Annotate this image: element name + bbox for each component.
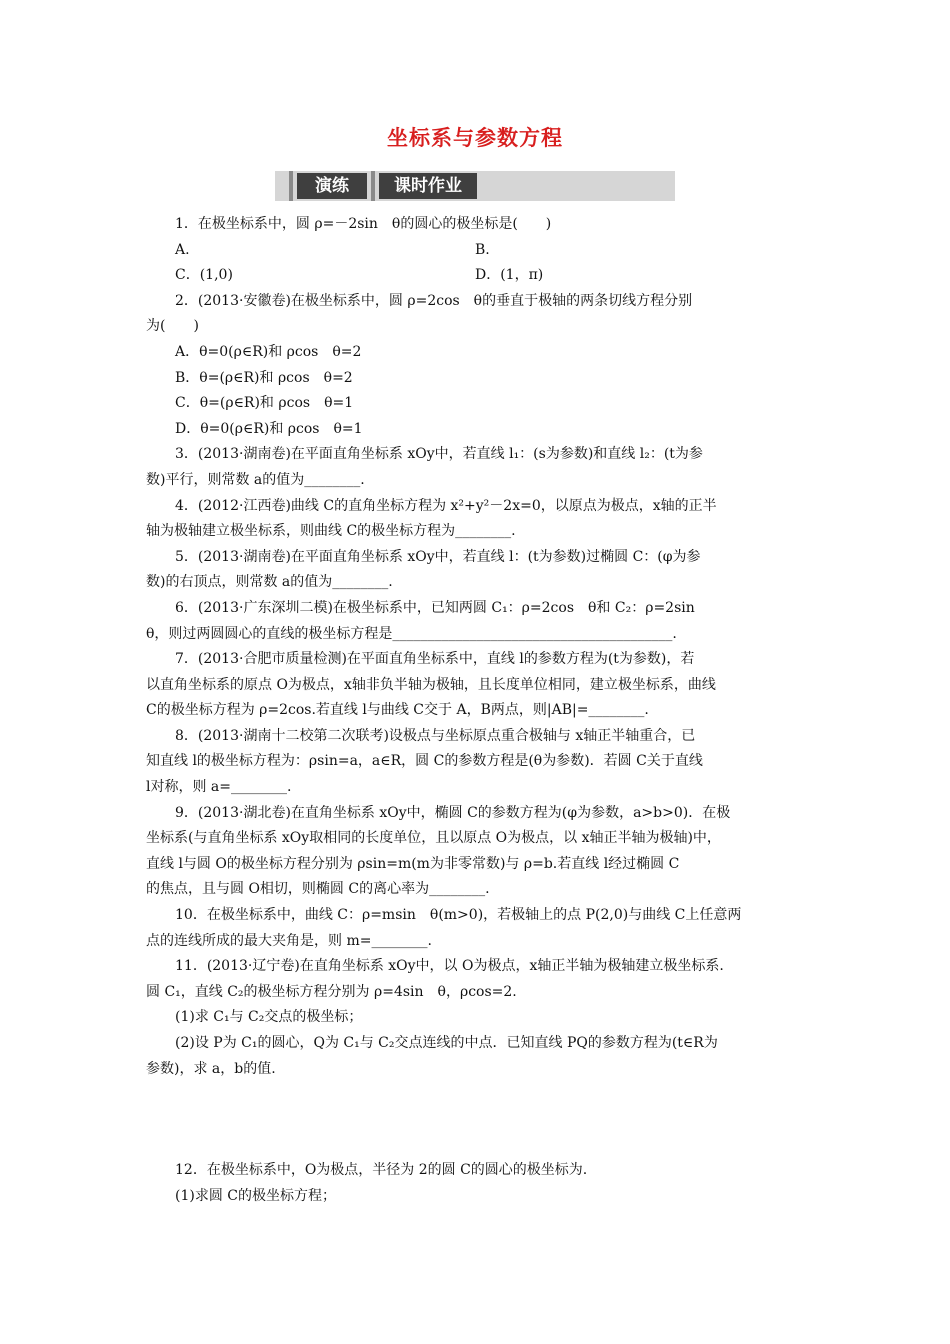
option-b: B．θ=(ρ∈R)和 ρcos θ=2 xyxy=(175,369,353,386)
question-5-cont: 数)的右顶点，则常数 a的值为________. xyxy=(146,574,393,591)
question-6: 6．(2013·广东深圳二模)在极坐标系中，已知两圆 C₁：ρ=2cos θ和 C₂：ρ=2sin xyxy=(175,599,695,616)
question-9: 9．(2013·湖北卷)在直角坐标系 xOy中，椭圆 C的参数方程为(φ为参数，a>b>0)．在极 xyxy=(175,804,731,821)
question-9-cont: 坐标系(与直角坐标系 xOy取相同的长度单位，且以原点 O为极点，以 x轴正半轴为极轴)中， xyxy=(146,830,721,847)
question-10: 10．在极坐标系中，曲线 C：ρ=msin θ(m>0)，若极轴上的点 P(2,0)与曲线 C上任意两 xyxy=(175,907,742,924)
question-11: 11．(2013·辽宁卷)在直角坐标系 xOy中，以 O为极点，x轴正半轴为极轴建立极坐标系. xyxy=(175,958,724,975)
question-3-cont: 数)平行，则常数 a的值为________. xyxy=(146,471,365,488)
question-8-cont: 知直线 l的极坐标方程为：ρsin=a，a∈R，圆 C的参数方程是(θ为参数)．若圆 C关于直线 xyxy=(146,753,703,770)
banner-tag-drill: 演练 xyxy=(297,173,367,199)
option-b: B. xyxy=(475,241,490,258)
question-11-part-1: (1)求 C₁与 C₂交点的极坐标； xyxy=(175,1009,363,1026)
option-a: A．θ=0(ρ∈R)和 ρcos θ=2 xyxy=(175,343,362,360)
question-3: 3．(2013·湖南卷)在平面直角坐标系 xOy中，若直线 l₁：(s为参数)和直线 l₂：(t为参 xyxy=(175,446,703,463)
option-a: A. xyxy=(175,241,190,258)
question-7-cont: 以直角坐标系的原点 O为极点，x轴非负半轴为极轴，且长度单位相同，建立极坐标系，曲线 xyxy=(146,676,716,693)
option-d: D．(1，π) xyxy=(475,267,544,284)
option-c: C．θ=(ρ∈R)和 ρcos θ=1 xyxy=(175,395,354,412)
section-banner xyxy=(275,171,675,201)
answer-space xyxy=(146,1082,808,1158)
question-11-part-2: (2)设 P为 C₁的圆心，Q为 C₁与 C₂交点连线的中点．已知直线 PQ的参数方程为(t∈R为 xyxy=(175,1035,718,1051)
question-4-cont: 轴为极轴建立极坐标系，则曲线 C的极坐标方程为________. xyxy=(146,523,516,540)
question-4: 4．(2012·江西卷)曲线 C的直角坐标方程为 x²+y²－2x=0，以原点为极点，x轴的正半 xyxy=(175,497,717,514)
question-1: 1．在极坐标系中，圆 ρ=－2sin θ的圆心的极坐标是( ) xyxy=(175,216,552,232)
question-1-options-cd xyxy=(146,263,808,289)
question-9-cont: 直线 l与圆 O的极坐标方程分别为 ρsin=m(m为非零常数)与 ρ=b.若直线 l经过椭圆 C xyxy=(146,855,680,872)
option-c: C．(1,0) xyxy=(175,267,233,284)
question-8-cont: l对称，则 a=________. xyxy=(146,779,292,796)
question-12: 12．在极坐标系中，O为极点，半径为 2的圆 C的圆心的极坐标为. xyxy=(175,1162,588,1179)
banner-stripe xyxy=(289,171,293,201)
question-9-cont: 的焦点，且与圆 O相切，则椭圆 C的离心率为________. xyxy=(146,881,490,898)
question-11-cont: 参数)，求 a，b的值. xyxy=(146,1060,276,1077)
question-10-cont: 点的连线所成的最大夹角是，则 m=________. xyxy=(146,932,432,949)
page-title: 坐标系与参数方程 xyxy=(387,126,563,150)
question-12-part-1: (1)求圆 C的极坐标方程； xyxy=(175,1187,336,1204)
question-2-cont: 为( ) xyxy=(146,318,199,335)
question-1-options-ab xyxy=(146,238,808,264)
option-d: D．θ=0(ρ∈R)和 ρcos θ=1 xyxy=(175,420,363,437)
banner-stripe xyxy=(371,171,375,201)
question-5: 5．(2013·湖南卷)在平面直角坐标系 xOy中，若直线 l：(t为参数)过椭圆 C：(φ为参 xyxy=(175,548,701,565)
banner-tag-homework: 课时作业 xyxy=(379,173,477,199)
question-7-cont: C的极坐标方程为 ρ=2cos.若直线 l与曲线 C交于 A，B两点，则|AB|=________. xyxy=(146,702,649,719)
question-6-cont: θ，则过两圆圆心的直线的极坐标方程是________________________________________. xyxy=(146,625,677,642)
question-8: 8．(2013·湖南十二校第二次联考)设极点与坐标原点重合极轴与 x轴正半轴重合，已 xyxy=(175,727,696,744)
question-2: 2．(2013·安徽卷)在极坐标系中，圆 ρ=2cos θ的垂直于极轴的两条切线方程分别 xyxy=(175,292,693,309)
question-7: 7．(2013·合肥市质量检测)在平面直角坐标系中，直线 l的参数方程为(t为参数)，若 xyxy=(175,651,695,668)
question-11-cont: 圆 C₁，直线 C₂的极坐标方程分别为 ρ=4sin θ，ρcos=2. xyxy=(146,983,517,1000)
exercise-list xyxy=(146,212,808,1209)
